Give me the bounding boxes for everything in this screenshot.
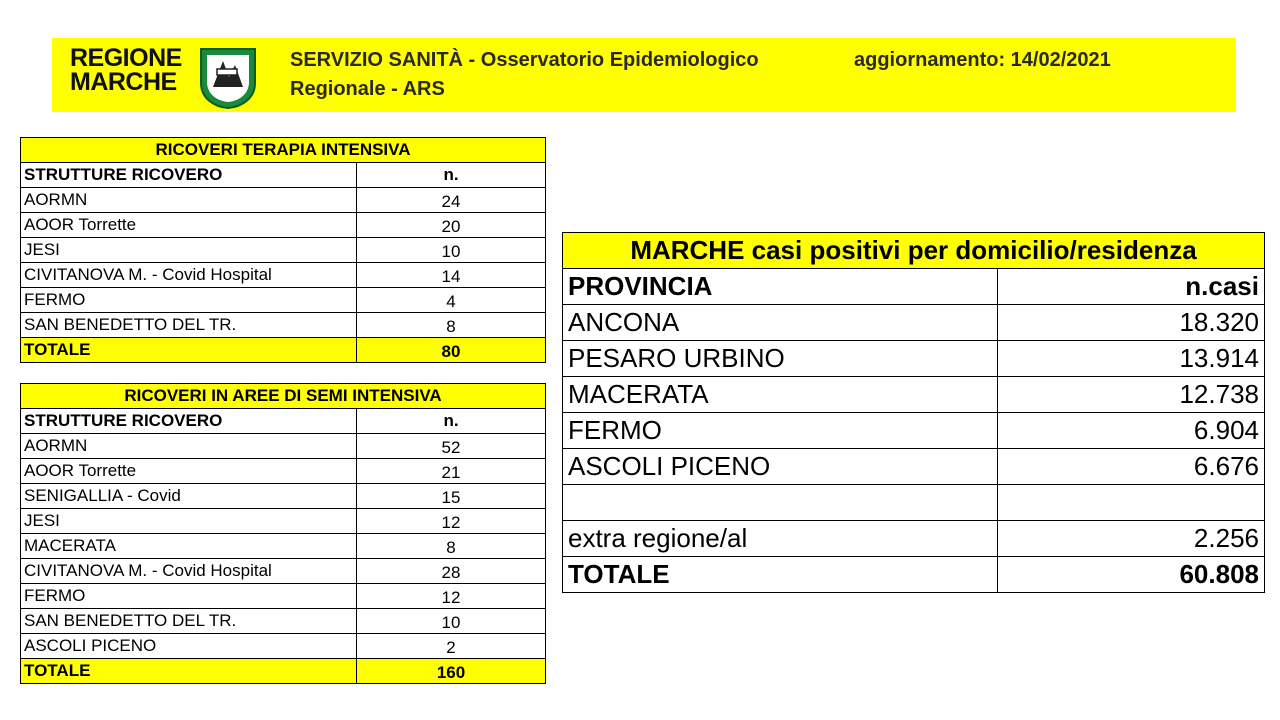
table-row: [563, 413, 1265, 449]
regione-marche-logo: [70, 46, 262, 108]
row-value: 10: [357, 238, 546, 263]
row-name: JESI: [21, 238, 357, 263]
service-title: SERVIZIO SANITÀ - Osservatorio Epidemiologico Regionale - ARS: [290, 49, 759, 100]
row-name: AOOR Torrette: [21, 459, 357, 484]
row-name: ASCOLI PICENO: [563, 449, 998, 485]
table-row: [21, 434, 546, 459]
row-name: [563, 485, 998, 521]
table-row: [21, 609, 546, 634]
row-name: extra regione/al: [563, 521, 998, 557]
row-name: CIVITANOVA M. - Covid Hospital: [21, 559, 357, 584]
row-value: 2: [357, 634, 546, 659]
table-row: [21, 263, 546, 288]
total-label: TOTALE: [21, 338, 357, 363]
row-value: 12: [357, 509, 546, 534]
row-value: 6.904: [998, 413, 1265, 449]
total-value: 80: [357, 338, 546, 363]
header-banner: [52, 38, 1236, 112]
total-value: 160: [357, 659, 546, 684]
table-row: [21, 509, 546, 534]
logo-wordmark: REGIONE MARCHE: [70, 44, 182, 96]
row-value: 52: [357, 434, 546, 459]
row-name: AORMN: [21, 188, 357, 213]
table-title: RICOVERI IN AREE DI SEMI INTENSIVA: [21, 384, 546, 409]
row-value: [998, 485, 1265, 521]
column-header: n.casi: [998, 269, 1265, 305]
table-row: [563, 485, 1265, 521]
row-value: 24: [357, 188, 546, 213]
column-header: PROVINCIA: [563, 269, 998, 305]
table-row: [21, 188, 546, 213]
row-name: MACERATA: [21, 534, 357, 559]
row-name: PESARO URBINO: [563, 341, 998, 377]
column-header: n.: [357, 409, 546, 434]
update-date: aggiornamento: 14/02/2021: [854, 49, 1111, 71]
table-row: [563, 521, 1265, 557]
row-name: SAN BENEDETTO DEL TR.: [21, 609, 357, 634]
row-value: 12: [357, 584, 546, 609]
row-value: 13.914: [998, 341, 1265, 377]
row-value: 14: [357, 263, 546, 288]
intensive-care-table: [20, 137, 546, 363]
row-value: 10: [357, 609, 546, 634]
table-row: [21, 459, 546, 484]
row-value: 8: [357, 313, 546, 338]
row-name: SENIGALLIA - Covid: [21, 484, 357, 509]
table-row: [21, 559, 546, 584]
table-row: [21, 634, 546, 659]
row-value: 8: [357, 534, 546, 559]
table-row: [21, 584, 546, 609]
row-value: 15: [357, 484, 546, 509]
row-name: FERMO: [563, 413, 998, 449]
table-row: [21, 534, 546, 559]
table-row: [563, 341, 1265, 377]
total-label: TOTALE: [563, 557, 998, 593]
total-value: 60.808: [998, 557, 1265, 593]
row-value: 4: [357, 288, 546, 313]
row-name: ASCOLI PICENO: [21, 634, 357, 659]
row-value: 18.320: [998, 305, 1265, 341]
positive-cases-table: [562, 232, 1265, 593]
row-value: 12.738: [998, 377, 1265, 413]
table-title: MARCHE casi positivi per domicilio/residenza: [563, 233, 1265, 269]
column-header: STRUTTURE RICOVERO: [21, 163, 357, 188]
row-name: ANCONA: [563, 305, 998, 341]
table-row: [563, 305, 1265, 341]
row-name: MACERATA: [563, 377, 998, 413]
table-row: [21, 484, 546, 509]
row-value: 20: [357, 213, 546, 238]
row-name: AORMN: [21, 434, 357, 459]
column-header: n.: [357, 163, 546, 188]
row-name: CIVITANOVA M. - Covid Hospital: [21, 263, 357, 288]
regione-shield-icon: [199, 47, 257, 109]
row-value: 28: [357, 559, 546, 584]
row-name: AOOR Torrette: [21, 213, 357, 238]
row-name: SAN BENEDETTO DEL TR.: [21, 313, 357, 338]
table-row: [21, 238, 546, 263]
row-name: FERMO: [21, 288, 357, 313]
table-row: [21, 213, 546, 238]
row-value: 6.676: [998, 449, 1265, 485]
row-value: 2.256: [998, 521, 1265, 557]
table-row: [21, 288, 546, 313]
semi-intensive-table: [20, 383, 546, 684]
table-row: [21, 313, 546, 338]
total-label: TOTALE: [21, 659, 357, 684]
table-row: [563, 449, 1265, 485]
table-row: [563, 377, 1265, 413]
table-title: RICOVERI TERAPIA INTENSIVA: [21, 138, 546, 163]
row-value: 21: [357, 459, 546, 484]
row-name: JESI: [21, 509, 357, 534]
row-name: FERMO: [21, 584, 357, 609]
column-header: STRUTTURE RICOVERO: [21, 409, 357, 434]
